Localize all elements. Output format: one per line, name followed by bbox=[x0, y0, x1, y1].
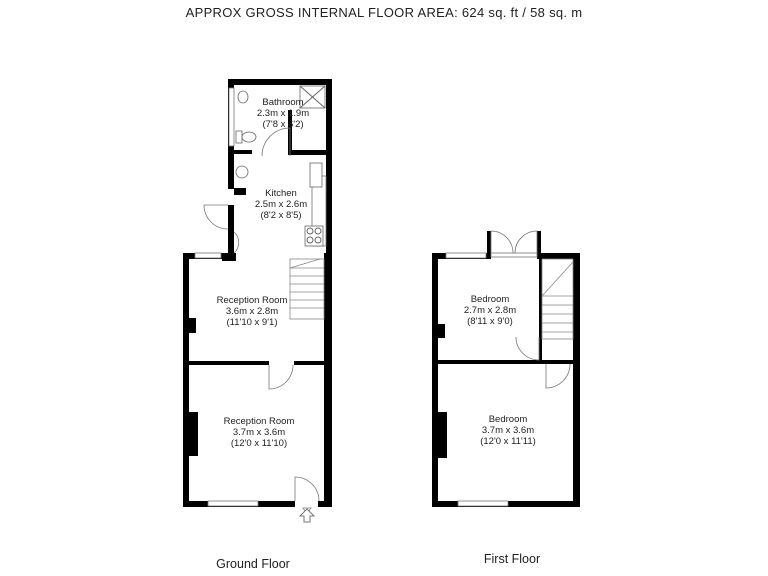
wall bbox=[228, 205, 234, 255]
entrance-arrow-icon bbox=[300, 509, 314, 522]
room-name: Bathroom bbox=[262, 97, 304, 108]
wall bbox=[318, 501, 332, 507]
room-imperial: (8'2 x 8'5) bbox=[260, 210, 302, 221]
room-name: Bedroom bbox=[470, 294, 510, 305]
toilet bbox=[242, 132, 256, 142]
french-doors bbox=[487, 231, 541, 259]
chimney-breast bbox=[189, 318, 196, 333]
room-name: Reception Room bbox=[223, 416, 295, 427]
first-floor-plan bbox=[432, 231, 580, 566]
kitchen-sink bbox=[310, 163, 322, 187]
room-metric: 3.7m x 3.6m bbox=[232, 427, 286, 438]
wall bbox=[294, 361, 324, 365]
wall bbox=[438, 360, 573, 364]
wash-basin bbox=[238, 91, 248, 103]
room-reception-2 bbox=[224, 416, 295, 449]
staircase bbox=[290, 259, 324, 319]
wall bbox=[189, 361, 269, 365]
room-metric: 3.6m x 2.8m bbox=[225, 306, 279, 317]
ground-floor-label: Ground Floor bbox=[216, 557, 290, 571]
window bbox=[446, 253, 486, 258]
wall bbox=[183, 253, 189, 507]
wall bbox=[228, 79, 332, 85]
chimney-breast bbox=[438, 324, 445, 338]
room-bedroom-1 bbox=[464, 294, 516, 327]
wall bbox=[222, 253, 236, 261]
room-metric: 2.3m x 1.9m bbox=[256, 108, 310, 119]
wall bbox=[288, 150, 328, 155]
wall bbox=[234, 188, 246, 195]
window bbox=[195, 253, 221, 258]
back-door bbox=[204, 205, 228, 229]
room-imperial: (12'0 x 11'11) bbox=[480, 436, 536, 447]
room-metric: 2.5m x 2.6m bbox=[254, 199, 308, 210]
staircase bbox=[542, 259, 573, 339]
wall bbox=[539, 259, 542, 360]
bathroom-door bbox=[262, 128, 290, 156]
internal-door bbox=[234, 232, 239, 253]
room-reception-1 bbox=[217, 295, 288, 328]
wall bbox=[432, 253, 438, 507]
room-imperial: (11'10 x 9'1) bbox=[226, 317, 278, 328]
washing-machine bbox=[236, 166, 248, 178]
room-metric: 2.7m x 2.8m bbox=[463, 305, 517, 316]
toilet-cistern bbox=[236, 131, 242, 143]
room-bedroom-2 bbox=[480, 414, 536, 447]
room-imperial: (7'8 x 6'2) bbox=[262, 119, 304, 130]
window bbox=[208, 501, 258, 506]
room-name: Reception Room bbox=[216, 295, 288, 306]
wall bbox=[326, 79, 332, 257]
room-kitchen bbox=[255, 188, 307, 221]
bedroom-door bbox=[546, 364, 570, 388]
room-imperial: (12'0 x 11'10) bbox=[230, 438, 288, 449]
ground-floor-plan bbox=[183, 79, 332, 571]
window bbox=[229, 88, 234, 146]
front-door bbox=[295, 477, 319, 501]
first-floor-label: First Floor bbox=[483, 552, 541, 566]
reception-door bbox=[269, 365, 293, 389]
room-name: Bedroom bbox=[488, 414, 528, 425]
room-metric: 3.7m x 3.6m bbox=[481, 425, 535, 436]
floor-area-title: APPROX GROSS INTERNAL FLOOR AREA: 624 sq. ft / 58 sq. m bbox=[185, 5, 583, 20]
chimney-breast bbox=[189, 412, 198, 456]
chimney-breast bbox=[438, 412, 447, 458]
room-name: Kitchen bbox=[265, 188, 297, 199]
room-imperial: (8'11 x 9'0) bbox=[467, 316, 513, 327]
bedroom-door bbox=[516, 337, 539, 360]
wall bbox=[234, 150, 252, 154]
window bbox=[458, 501, 508, 506]
wall bbox=[324, 253, 332, 507]
room-bathroom bbox=[257, 97, 309, 130]
wall bbox=[573, 253, 580, 507]
